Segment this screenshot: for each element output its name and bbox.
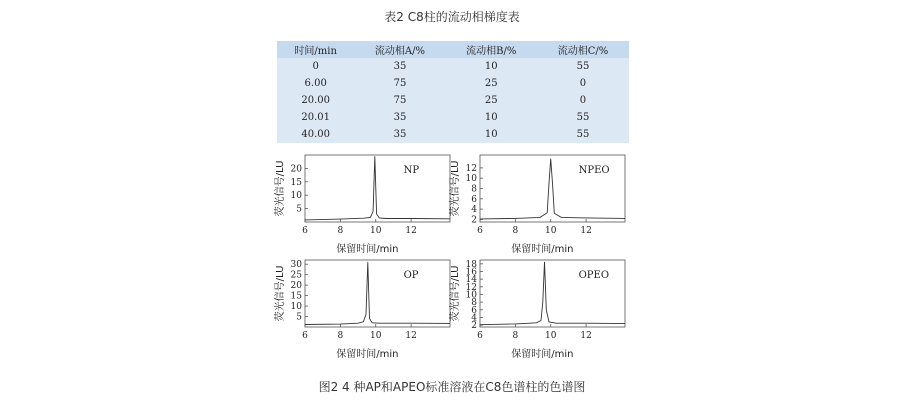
x-tick-label: 10: [370, 226, 382, 236]
x-tick-label: 8: [337, 331, 344, 341]
x-tick-label: 10: [370, 331, 382, 341]
header-time: 时间/min: [277, 41, 354, 58]
y-axis-label: 荧光信号/LU: [450, 265, 461, 322]
chromatogram-np: [270, 150, 460, 255]
cell-phase-c: 0: [537, 75, 629, 92]
y-tick-label: 16: [465, 267, 477, 278]
y-axis-label: 荧光信号/LU: [275, 160, 286, 217]
cell-phase-c: 0: [537, 92, 629, 109]
cell-time: 0: [277, 58, 354, 75]
y-tick-label: 30: [290, 260, 302, 271]
x-tick-label: 6: [302, 226, 308, 236]
x-tick-label: 8: [512, 331, 519, 341]
x-tick-label: 10: [545, 226, 557, 236]
cell-phase-b: 10: [446, 58, 537, 75]
cell-phase-a: 35: [354, 58, 445, 75]
y-tick-label: 6: [471, 194, 477, 205]
cell-time: 20.01: [277, 109, 354, 126]
x-tick-label: 6: [477, 226, 483, 236]
chromatogram-npeo: [445, 150, 635, 255]
compound-label: NPEO: [578, 165, 610, 176]
cell-time: 40.00: [277, 126, 354, 143]
cell-phase-c: 55: [537, 126, 629, 143]
y-tick-label: 12: [465, 282, 477, 293]
x-tick-label: 8: [512, 226, 519, 236]
x-axis-label: 保留时间/min: [336, 349, 399, 360]
y-tick-label: 12: [465, 163, 477, 174]
y-tick-label: 10: [290, 302, 302, 313]
cell-phase-a: 35: [354, 109, 445, 126]
y-tick-label: 20: [290, 281, 302, 292]
compound-label: NP: [403, 165, 420, 176]
x-tick-label: 10: [545, 331, 557, 341]
cell-phase-b: 10: [446, 126, 537, 143]
x-tick-label: 8: [337, 226, 344, 236]
x-axis-label: 保留时间/min: [336, 244, 399, 255]
plot-frame: [305, 260, 450, 327]
cell-phase-b: 10: [446, 109, 537, 126]
chromatogram-trace: [305, 262, 450, 324]
header-phase-a: 流动相A/%: [354, 41, 445, 58]
chromatogram-opeo: [445, 255, 635, 360]
x-tick-label: 6: [302, 331, 308, 341]
y-tick-label: 4: [471, 313, 477, 324]
y-tick-label: 8: [471, 298, 477, 309]
gradient-table: [277, 41, 629, 143]
y-tick-label: 8: [471, 184, 477, 195]
y-tick-label: 2: [471, 321, 477, 332]
y-tick-label: 10: [290, 191, 302, 202]
table-row: [277, 75, 629, 92]
y-tick-label: 10: [465, 174, 477, 185]
x-tick-label: 12: [405, 331, 417, 341]
header-phase-b: 流动相B/%: [446, 41, 537, 58]
cell-phase-a: 75: [354, 75, 445, 92]
y-tick-label: 2: [471, 215, 477, 226]
y-tick-label: 20: [290, 164, 302, 175]
y-tick-label: 18: [465, 259, 477, 270]
y-tick-label: 15: [290, 177, 302, 188]
x-tick-label: 6: [477, 331, 483, 341]
x-axis-label: 保留时间/min: [511, 244, 574, 255]
table-row: [277, 58, 629, 75]
cell-phase-b: 25: [446, 92, 537, 109]
table-row: [277, 126, 629, 143]
y-tick-label: 4: [471, 205, 477, 216]
y-tick-label: 15: [290, 291, 302, 302]
cell-phase-c: 55: [537, 58, 629, 75]
cell-time: 6.00: [277, 75, 354, 92]
y-tick-label: 6: [471, 305, 477, 316]
compound-label: OPEO: [578, 270, 610, 281]
chromatogram-op: [270, 255, 460, 360]
y-axis-label: 荧光信号/LU: [450, 160, 461, 217]
table-header-row: [277, 41, 629, 58]
y-tick-label: 10: [465, 290, 477, 301]
y-tick-label: 14: [465, 275, 477, 286]
plot-frame: [305, 155, 450, 222]
table-row: [277, 92, 629, 109]
cell-phase-c: 55: [537, 109, 629, 126]
cell-phase-b: 25: [446, 75, 537, 92]
y-axis-label: 荧光信号/LU: [275, 265, 286, 322]
cell-phase-a: 75: [354, 92, 445, 109]
x-axis-label: 保留时间/min: [511, 349, 574, 360]
cell-time: 20.00: [277, 92, 354, 109]
cell-phase-a: 35: [354, 126, 445, 143]
chromatogram-trace: [305, 156, 450, 220]
table-caption: 表2 C8柱的流动相梯度表: [384, 10, 520, 24]
y-tick-label: 25: [290, 270, 302, 281]
figure-caption: 图2 4 种AP和APEO标准溶液在C8色谱柱的色谱图: [318, 380, 586, 394]
table-row: [277, 109, 629, 126]
compound-label: OP: [403, 270, 419, 281]
y-tick-label: 5: [296, 312, 302, 323]
y-tick-label: 5: [296, 204, 302, 215]
x-tick-label: 12: [405, 226, 417, 236]
header-phase-c: 流动相C/%: [537, 41, 629, 58]
x-tick-label: 12: [580, 226, 592, 236]
x-tick-label: 12: [580, 331, 592, 341]
